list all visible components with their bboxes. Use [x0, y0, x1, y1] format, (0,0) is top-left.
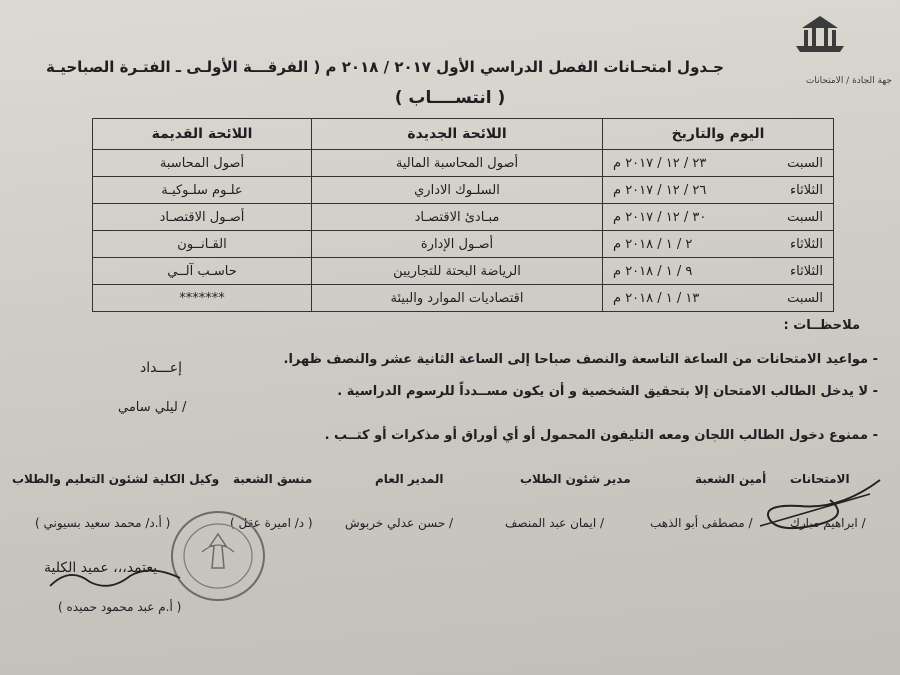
- signatory-name: / ابراهيم مبارك: [790, 516, 866, 530]
- signatory-title: أمين الشعبة: [695, 472, 767, 486]
- date-cell: [603, 285, 834, 312]
- signatory-name: / مصطفى أبو الذهب: [650, 516, 753, 530]
- table-header-row: [93, 119, 834, 150]
- signatory-name: / حسن عدلي خربوش: [345, 516, 454, 530]
- new-subject: اقتصاديات الموارد والبيئة: [312, 285, 603, 312]
- new-subject: أصـول الإدارة: [312, 231, 603, 258]
- day-label: السبت: [787, 209, 823, 225]
- exam-schedule-table: [92, 118, 834, 312]
- signatory-title: وكيل الكلية لشئون التعليم والطلاب: [12, 472, 220, 486]
- day-label: السبت: [787, 290, 823, 306]
- table-row: [93, 150, 834, 177]
- table-row: [93, 204, 834, 231]
- date-value: ٢٦ / ١٢ / ٢٠١٧ م: [613, 182, 707, 198]
- new-subject: أصول المحاسبة المالية: [312, 150, 603, 177]
- table-row: [93, 177, 834, 204]
- date-value: ٢٣ / ١٢ / ٢٠١٧ م: [613, 155, 707, 171]
- date-value: ٢ / ١ / ٢٠١٨ م: [613, 236, 693, 252]
- day-label: الثلاثاء: [790, 182, 823, 198]
- new-subject: مبـادئ الاقتصـاد: [312, 204, 603, 231]
- date-cell: [603, 204, 834, 231]
- day-label: الثلاثاء: [790, 236, 823, 252]
- day-label: السبت: [787, 155, 823, 171]
- date-cell: [603, 177, 834, 204]
- signatory-title: مدير شئون الطلاب: [520, 472, 631, 486]
- day-label: الثلاثاء: [790, 263, 823, 279]
- date-value: ١٣ / ١ / ٢٠١٨ م: [613, 290, 700, 306]
- date-value: ٣٠ / ١٢ / ٢٠١٧ م: [613, 209, 707, 225]
- signatory-title: المدير العام: [375, 472, 444, 486]
- signatory-name: / ايمان عبد المنصف: [505, 516, 605, 530]
- note-item: - مواعيد الامتحانات من الساعة التاسعة والنصف صباحا إلى الساعة الثانية عشر والنصف ظهرا.: [283, 352, 878, 367]
- table-row: [93, 231, 834, 258]
- department-label: جهة الجادة / الامتحانات: [805, 76, 892, 86]
- table-row: [93, 258, 834, 285]
- prepared-by-label: إعـــداد: [140, 360, 183, 376]
- date-cell: [603, 258, 834, 285]
- signatory-title: منسق الشعبة: [233, 472, 313, 486]
- header-date: اليوم والتاريخ: [603, 119, 834, 150]
- header-new-regulation: اللائحة الجديدة: [312, 119, 603, 150]
- table-row: [93, 285, 834, 312]
- signatory-name: ( د/ اميرة عقل ): [230, 516, 313, 530]
- date-cell: [603, 150, 834, 177]
- university-emblem-icon: [790, 12, 850, 62]
- prepared-by-name: / ليلي سامي: [118, 400, 187, 415]
- old-subject: علـوم سلـوكيـة: [93, 177, 312, 204]
- date-value: ٩ / ١ / ٢٠١٨ م: [613, 263, 693, 279]
- header-old-regulation: اللائحة القديمة: [93, 119, 312, 150]
- page-title: جـدول امتحـانات الفصل الدراسي الأول ٢٠١٧ / ٢٠١٨ م ( الفرقـــة الأولـى ـ الفتـرة الصباحيـة: [45, 58, 724, 76]
- signatory-title: الامتحانات: [790, 472, 850, 486]
- page-subtitle: ( انتســــاب ): [394, 88, 506, 108]
- old-subject: حاسـب آلــي: [93, 258, 312, 285]
- signature-icon: [740, 470, 890, 540]
- note-item: - لا يدخل الطالب الامتحان إلا بتحقيق الشخصية و أن يكون مســدداً للرسوم الدراسية .: [337, 384, 878, 399]
- note-item: - ممنوع دخول الطالب اللجان ومعه التليفون المحمول أو أي أوراق أو مذكرات أو كتــب .: [324, 428, 878, 443]
- new-subject: الرياضة البحتة للتجاريين: [312, 258, 603, 285]
- old-subject: أصول المحاسبة: [93, 150, 312, 177]
- signatory-name: ( أ.د/ محمد سعيد بسيوني ): [35, 516, 171, 530]
- dean-approval-label: يعتمد،،، عميد الكلية: [44, 560, 158, 576]
- old-subject: أصـول الاقتصـاد: [93, 204, 312, 231]
- new-subject: السلـوك الاداري: [312, 177, 603, 204]
- date-cell: [603, 231, 834, 258]
- old-subject: *******: [93, 285, 312, 312]
- notes-title: ملاحظــات :: [783, 318, 860, 333]
- old-subject: القـانــون: [93, 231, 312, 258]
- dean-name: ( أ.م عبد محمود حميده ): [58, 600, 182, 614]
